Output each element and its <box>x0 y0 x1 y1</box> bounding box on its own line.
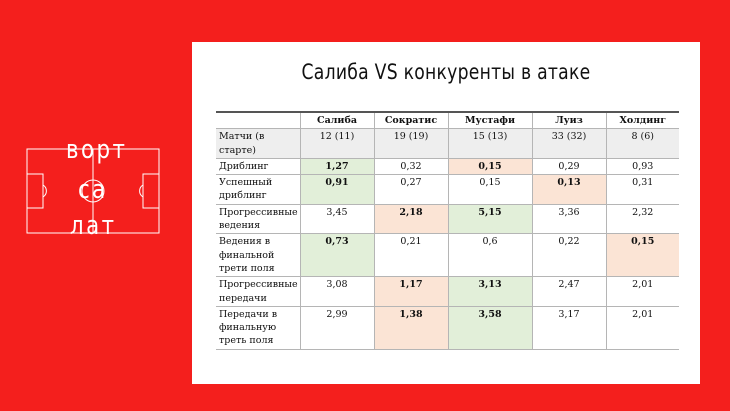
table-cell: 3,08 <box>300 277 374 307</box>
header-cell <box>216 112 300 129</box>
table-cell: 5,15 <box>448 204 532 234</box>
table-cell: 0,6 <box>448 234 532 277</box>
table-cell: 2,01 <box>606 277 679 307</box>
table-row <box>216 306 679 349</box>
table-cell: 0,31 <box>606 175 679 205</box>
table-row <box>216 277 679 307</box>
content-card <box>192 42 700 384</box>
table-cell: 0,32 <box>374 158 448 174</box>
table-cell: 1,27 <box>300 158 374 174</box>
row-label: Прогрессивные передачи <box>216 277 300 307</box>
table-cell: 15 (13) <box>448 129 532 159</box>
table-cell: 2,32 <box>606 204 679 234</box>
table-cell: 2,18 <box>374 204 448 234</box>
table-cell: 3,45 <box>300 204 374 234</box>
table-cell: 0,27 <box>374 175 448 205</box>
table-cell: 1,17 <box>374 277 448 307</box>
header-cell: Сократис <box>374 112 448 129</box>
row-label: Успешный дриблинг <box>216 175 300 205</box>
logo <box>26 135 164 241</box>
table-cell: 19 (19) <box>374 129 448 159</box>
table-cell: 2,99 <box>300 306 374 349</box>
page-title: Салиба VS конкуренты в атаке <box>301 60 591 84</box>
row-label: Передачи в финальную треть поля <box>216 306 300 349</box>
table-cell: 0,15 <box>606 234 679 277</box>
table-cell: 0,29 <box>532 158 606 174</box>
table-cell: 0,91 <box>300 175 374 205</box>
table-row <box>216 158 679 174</box>
row-label: Ведения в финальной трети поля <box>216 234 300 277</box>
table-cell: 0,13 <box>532 175 606 205</box>
logo-text-line1: ворт <box>66 135 128 165</box>
table-row <box>216 204 679 234</box>
stats-table <box>216 111 679 350</box>
table-cell: 2,47 <box>532 277 606 307</box>
row-label: Матчи (в старте) <box>216 129 300 159</box>
table-cell: 12 (11) <box>300 129 374 159</box>
table-row <box>216 234 679 277</box>
table-cell: 0,73 <box>300 234 374 277</box>
table-cell: 3,58 <box>448 306 532 349</box>
row-label: Прогрессивные ведения <box>216 204 300 234</box>
table-cell: 2,01 <box>606 306 679 349</box>
header-cell: Мустафи <box>448 112 532 129</box>
table-cell: 3,17 <box>532 306 606 349</box>
table-cell: 3,13 <box>448 277 532 307</box>
table-cell: 33 (32) <box>532 129 606 159</box>
table-cell: 0,93 <box>606 158 679 174</box>
header-cell: Холдинг <box>606 112 679 129</box>
table-row <box>216 129 679 159</box>
header-cell: Салиба <box>300 112 374 129</box>
table-cell: 1,38 <box>374 306 448 349</box>
table-cell: 0,22 <box>532 234 606 277</box>
row-label: Дриблинг <box>216 158 300 174</box>
header-cell: Луиз <box>532 112 606 129</box>
table-cell: 8 (6) <box>606 129 679 159</box>
logo-text-line3: лат <box>70 211 117 241</box>
table-cell: 0,15 <box>448 175 532 205</box>
table-cell: 0,15 <box>448 158 532 174</box>
table-cell: 0,21 <box>374 234 448 277</box>
table-header-row <box>216 112 679 129</box>
logo-text-line2: са <box>78 175 108 205</box>
table-row <box>216 175 679 205</box>
table-cell: 3,36 <box>532 204 606 234</box>
